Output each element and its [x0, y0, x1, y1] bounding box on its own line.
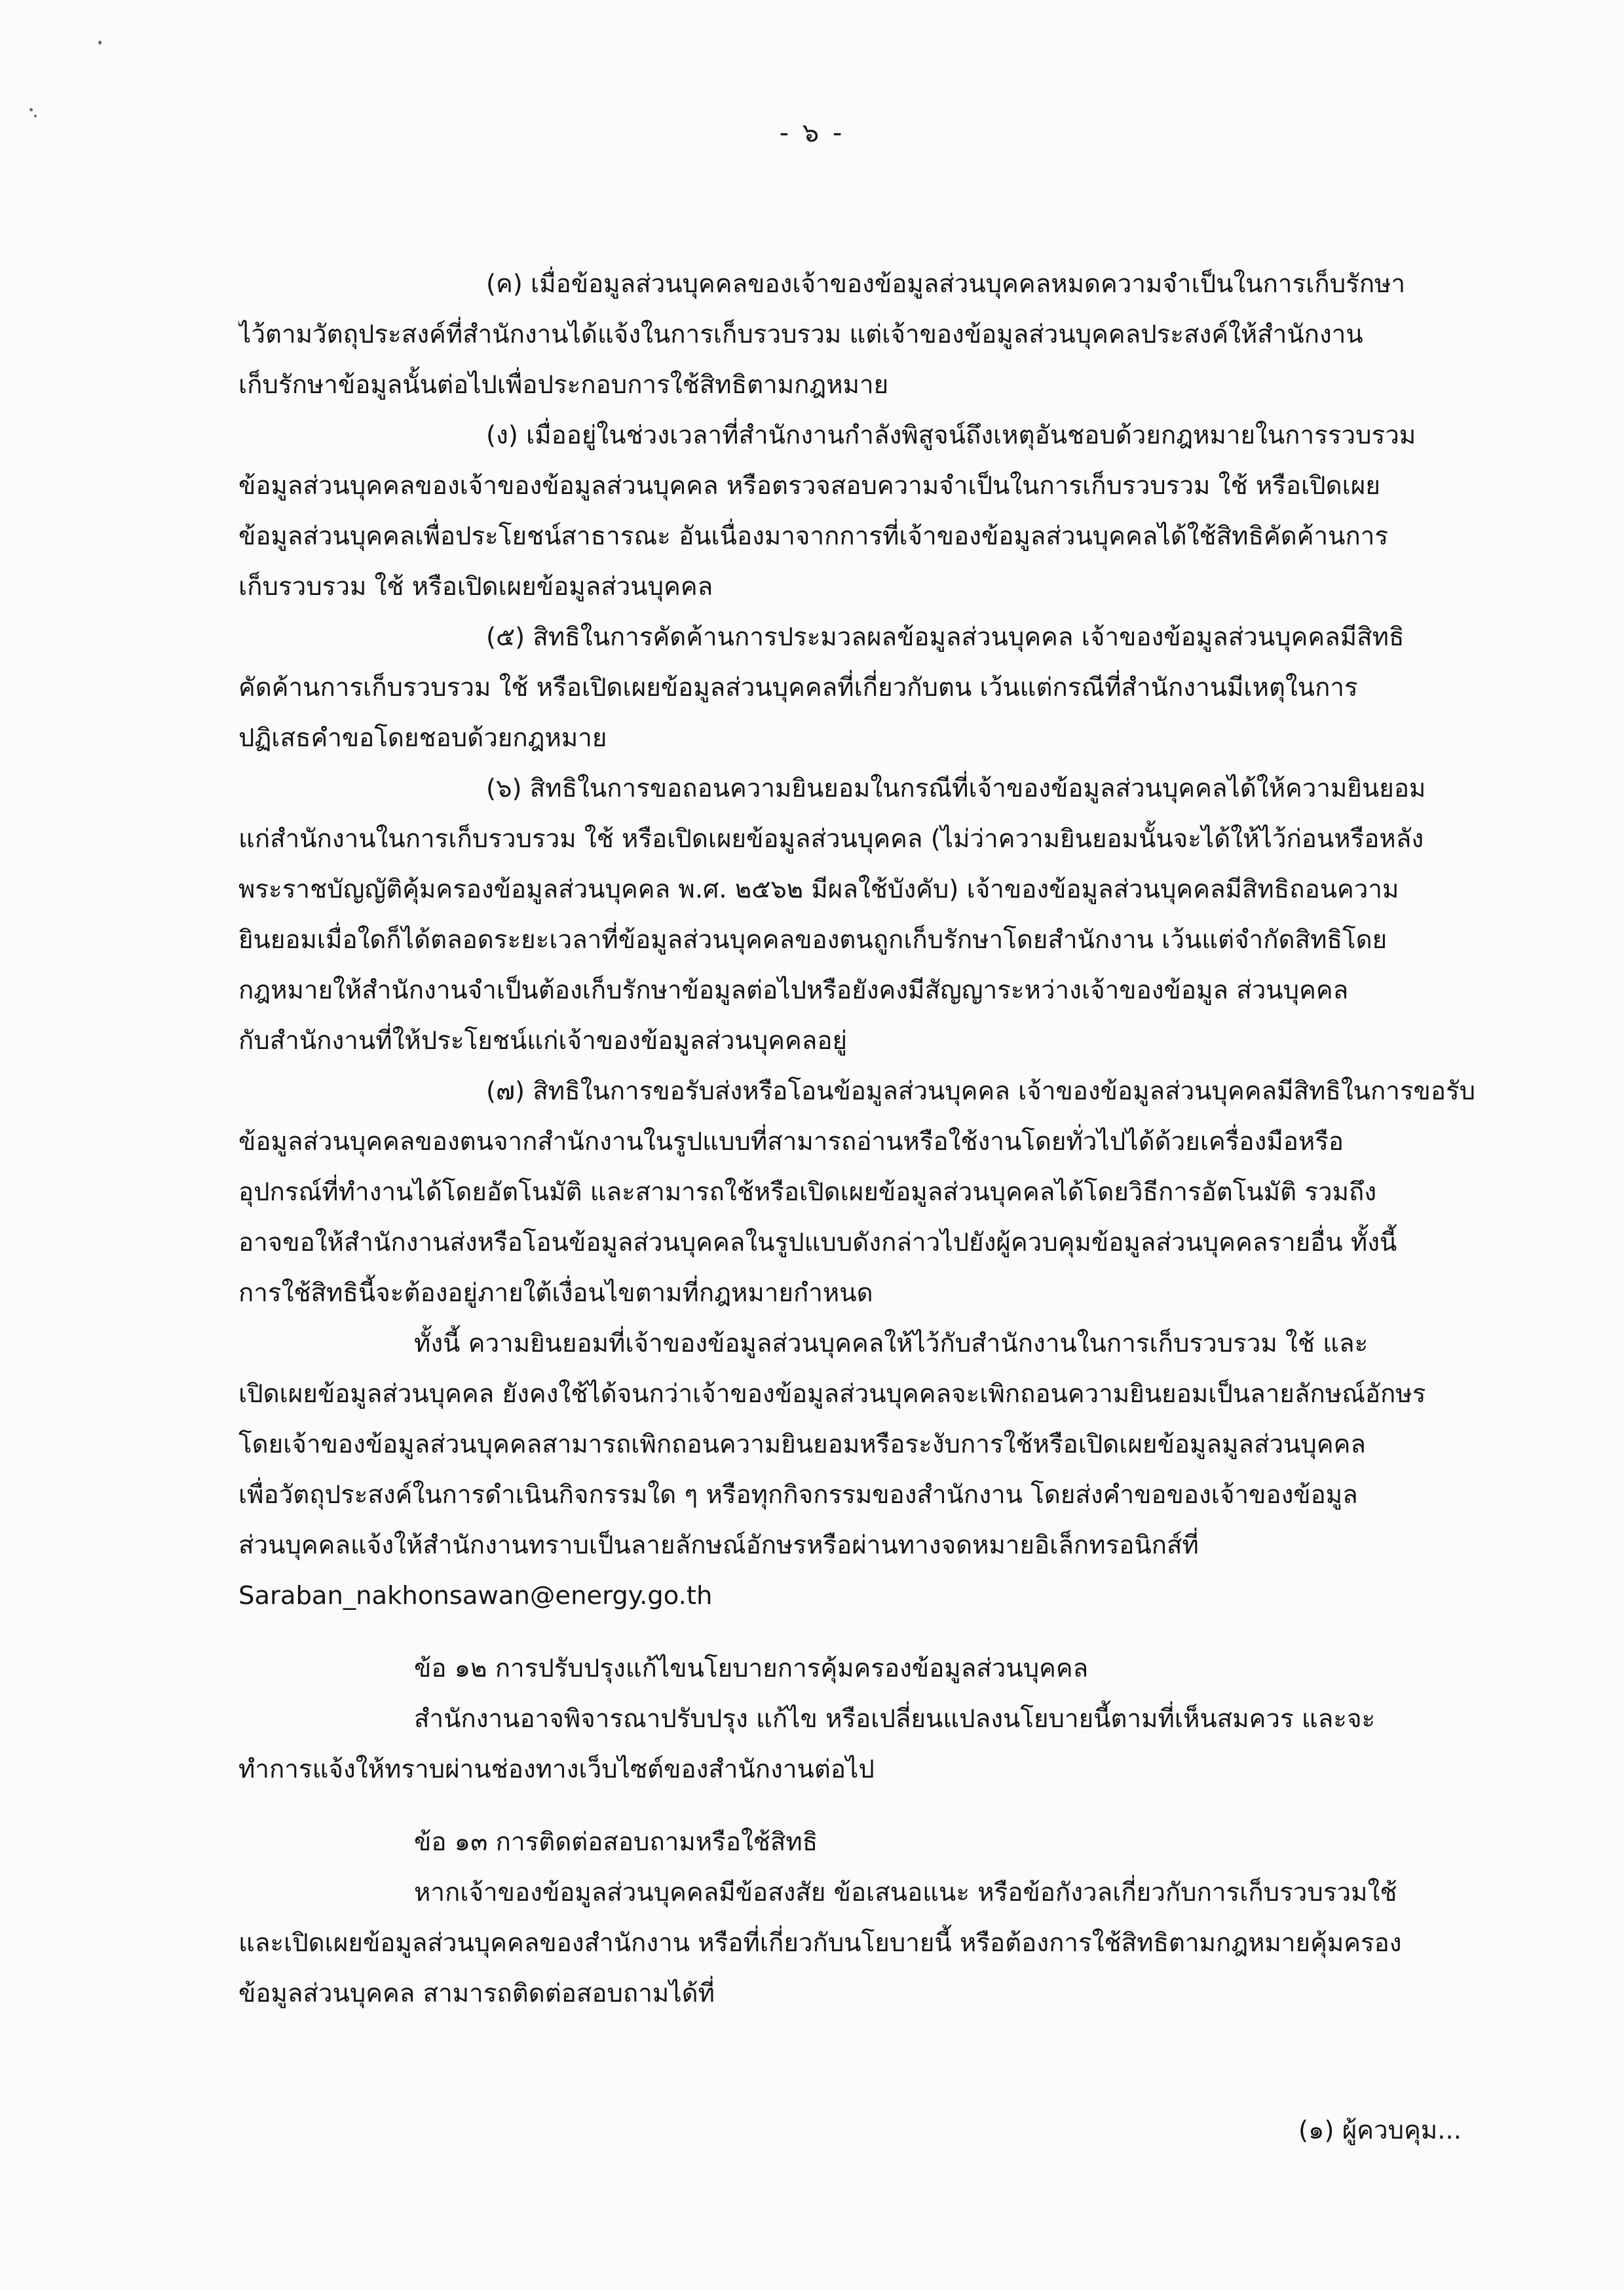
text-line: เก็บรวบรวม ใช้ หรือเปิดเผยข้อมูลส่วนบุคคล: [238, 572, 713, 601]
text-line: เพื่อวัตถุประสงค์ในการดำเนินกิจกรรมใด ๆ หรือทุกกิจกรรมของสำนักงาน โดยส่งคำขอของเจ้าของข้อมูล: [238, 1480, 1358, 1510]
text-line: ทำการแจ้งให้ทราบผ่านช่องทางเว็บไซต์ของสำนักงานต่อไป: [238, 1755, 875, 1784]
text-line: พระราชบัญญัติคุ้มครองข้อมูลส่วนบุคคล พ.ศ. ๒๕๖๒ มีผลใช้บังคับ) เจ้าของข้อมูลส่วนบุคคลมีสิทธิถอนความ: [238, 875, 1399, 904]
text-line: เปิดเผยข้อมูลส่วนบุคคล ยังคงใช้ได้จนกว่าเจ้าของข้อมูลส่วนบุคคลจะเพิกถอนความยินยอมเป็นลายลักษณ์อักษร: [238, 1379, 1426, 1409]
text-line: (ง) เมื่ออยู่ในช่วงเวลาที่สำนักงานกำลังพิสูจน์ถึงเหตุอันชอบด้วยกฎหมายในการรวบรวม: [486, 421, 1416, 450]
text-line: อาจขอให้สำนักงานส่งหรือโอนข้อมูลส่วนบุคคลในรูปแบบดังกล่าวไปยังผู้ควบคุมข้อมูลส่วนบุคคลรายอื่น ทั้งนี้: [238, 1228, 1397, 1257]
text-line: ข้อมูลส่วนบุคคลของตนจากสำนักงานในรูปแบบที่สามารถอ่านหรือใช้งานโดยทั่วไปได้ด้วยเครื่องมือหรือ: [238, 1127, 1344, 1156]
email-address: Saraban_nakhonsawan@energy.go.th: [238, 1581, 713, 1611]
continuation-reference: (๑) ผู้ควบคุม...: [1298, 2116, 1462, 2145]
text-line: กับสำนักงานที่ให้ประโยชน์แก่เจ้าของข้อมูลส่วนบุคคลอยู่: [238, 1026, 848, 1056]
text-line: (๕) สิทธิในการคัดค้านการประมวลผลข้อมูลส่วนบุคคล เจ้าของข้อมูลส่วนบุคคลมีสิทธิ: [486, 622, 1405, 652]
section-heading: ข้อ ๑๓ การติดต่อสอบถามหรือใช้สิทธิ: [414, 1827, 818, 1857]
text-line: เก็บรักษาข้อมูลนั้นต่อไปเพื่อประกอบการใช้สิทธิตามกฎหมาย: [238, 370, 889, 400]
text-line: คัดค้านการเก็บรวบรวม ใช้ หรือเปิดเผยข้อมูลส่วนบุคคลที่เกี่ยวกับตน เว้นแต่กรณีที่สำนักงานมีเหตุในการ: [238, 673, 1358, 702]
text-line: ข้อมูลส่วนบุคคลของเจ้าของข้อมูลส่วนบุคคล หรือตรวจสอบความจำเป็นในการเก็บรวบรวม ใช้ หรือเปิดเผย: [238, 471, 1380, 501]
paragraph-gap: [238, 1621, 1477, 1643]
section-heading: ข้อ ๑๒ การปรับปรุงแก้ไขนโยบายการคุ้มครองข้อมูลส่วนบุคคล: [414, 1654, 1089, 1683]
text-line: กฎหมายให้สำนักงานจำเป็นต้องเก็บรักษาข้อมูลต่อไปหรือยังคงมีสัญญาระหว่างเจ้าของข้อมูล ส่วนบุคคล: [238, 976, 1349, 1005]
text-line: (๗) สิทธิในการขอรับส่งหรือโอนข้อมูลส่วนบุคคล เจ้าของข้อมูลส่วนบุคคลมีสิทธิในการขอรับ: [486, 1077, 1476, 1106]
text-line: ไว้ตามวัตถุประสงค์ที่สำนักงานได้แจ้งในการเก็บรวบรวม แต่เจ้าของข้อมูลส่วนบุคคลประสงค์ให้สำนักงาน: [238, 320, 1363, 349]
text-line: ข้อมูลส่วนบุคคล สามารถติดต่อสอบถามได้ที่: [238, 1979, 715, 2008]
text-line: ยินยอมเมื่อใดก็ได้ตลอดระยะเวลาที่ข้อมูลส่วนบุคคลของตนถูกเก็บรักษาโดยสำนักงาน เว้นแต่จำกัดสิทธิโดย: [238, 925, 1388, 955]
paragraph-gap: [238, 1795, 1477, 1817]
text-line: (ค) เมื่อข้อมูลส่วนบุคคลของเจ้าของข้อมูลส่วนบุคคลหมดความจำเป็นในการเก็บรักษา: [486, 269, 1406, 299]
text-line: ปฏิเสธคำขอโดยชอบด้วยกฎหมาย: [238, 723, 607, 753]
text-line: การใช้สิทธินี้จะต้องอยู่ภายใต้เงื่อนไขตามที่กฎหมายกำหนด: [238, 1278, 873, 1308]
text-line: และเปิดเผยข้อมูลส่วนบุคคลของสำนักงาน หรือที่เกี่ยวกับนโยบายนี้ หรือต้องการใช้สิทธิตามกฎหมายคุ้มครอง: [238, 1928, 1402, 1958]
text-line: ส่วนบุคคลแจ้งให้สำนักงานทราบเป็นลายลักษณ์อักษรหรือผ่านทางจดหมายอิเล็กทรอนิกส์ที่: [238, 1531, 1199, 1560]
text-line: หากเจ้าของข้อมูลส่วนบุคคลมีข้อสงสัย ข้อเสนอแนะ หรือข้อกังวลเกี่ยวกับการเก็บรวบรวมใช้: [414, 1878, 1397, 1907]
text-line: โดยเจ้าของข้อมูลส่วนบุคคลสามารถเพิกถอนความยินยอมหรือระงับการใช้หรือเปิดเผยข้อมูลมูลส่วนบุคคล: [238, 1430, 1366, 1459]
text-line: สำนักงานอาจพิจารณาปรับปรุง แก้ไข หรือเปลี่ยนแปลงนโยบายนี้ตามที่เห็นสมควร และจะ: [414, 1704, 1376, 1734]
text-line: (๖) สิทธิในการขอถอนความยินยอมในกรณีที่เจ้าของข้อมูลส่วนบุคคลได้ให้ความยินยอม: [486, 774, 1426, 803]
page-number: - ๖ -: [779, 118, 845, 148]
scan-speck: [98, 41, 102, 45]
text-line: ทั้งนี้ ความยินยอมที่เจ้าของข้อมูลส่วนบุคคลให้ไว้กับสำนักงานในการเก็บรวบรวม ใช้ และ: [414, 1329, 1369, 1358]
text-line: อุปกรณ์ที่ทำงานได้โดยอัตโนมัติ และสามารถใช้หรือเปิดเผยข้อมูลส่วนบุคคลได้โดยวิธีการอัตโนมัติ รวมถึง: [238, 1177, 1377, 1207]
text-line: ข้อมูลส่วนบุคคลเพื่อประโยชน์สาธารณะ อันเนื่องมาจากการที่เจ้าของข้อมูลส่วนบุคคลได้ใช้สิทธิคัดค้านการ: [238, 522, 1389, 551]
document-body: [238, 259, 1477, 2019]
text-line: แก่สำนักงานในการเก็บรวบรวม ใช้ หรือเปิดเผยข้อมูลส่วนบุคคล (ไม่ว่าความยินยอมนั้นจะได้ให้ไว้ก่อนหรือหลัง: [238, 824, 1424, 854]
